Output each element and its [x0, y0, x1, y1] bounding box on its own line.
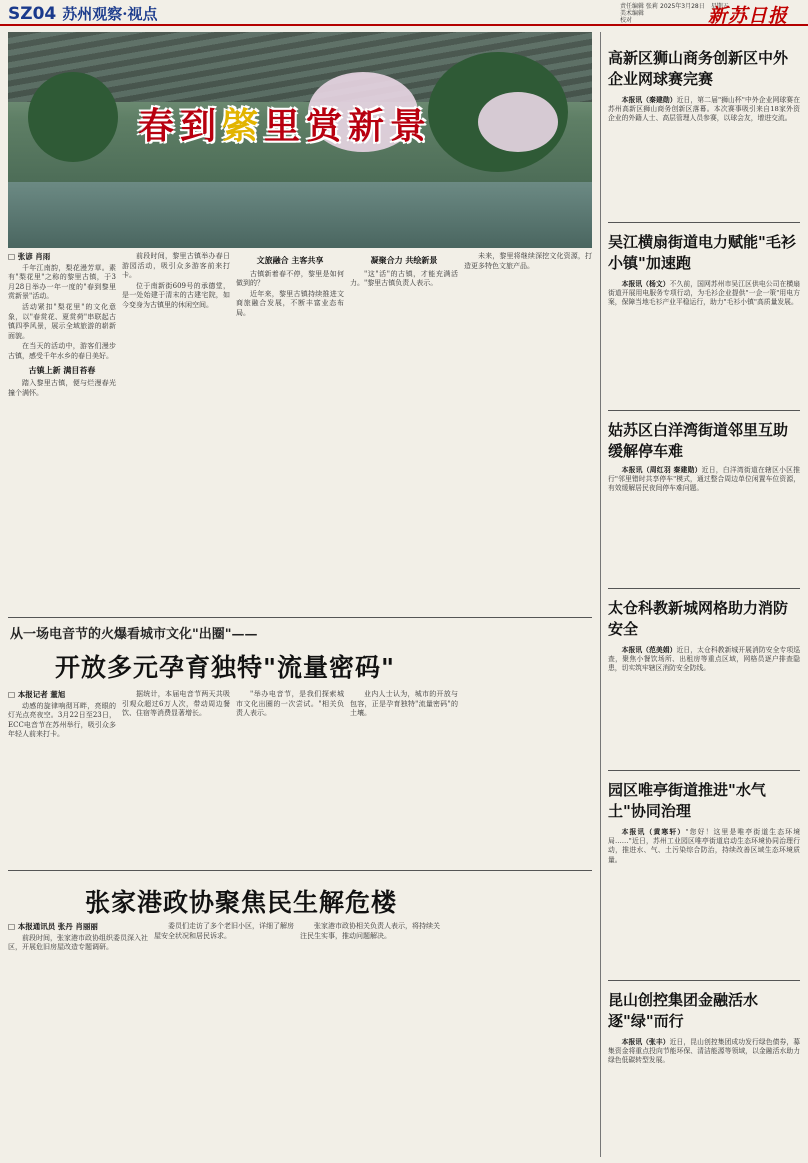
newspaper-logo: 新苏日报 [708, 5, 789, 27]
article3-col2 [154, 922, 294, 1152]
brief-headline: 园区唯亭街道推进"水气土"协同治理 [608, 781, 766, 820]
article3-paragraph: 委员们走访了多个老旧小区，详细了解房屋安全状况和居民诉求。 [154, 922, 294, 940]
hero-blossom [478, 92, 558, 152]
brief-headline: 姑苏区白洋湾街道邻里互助缓解停车难 [608, 421, 789, 460]
brief-headline: 太仓科教新城网格助力消防安全 [608, 599, 789, 638]
brief-byline: 本报讯（范美娟） [621, 646, 677, 654]
article1-paragraph: 在当天的活动中，游客们漫步古镇，感受千年水乡的春日美好。 [8, 342, 116, 360]
brief-byline: 本报讯（秦建勋） [621, 96, 677, 104]
brief-body [608, 96, 800, 196]
article3-col3 [300, 922, 440, 1152]
brief-body [608, 1038, 800, 1148]
article1-paragraph: 活动紧扣"梨花里"的文化意象，以"春赏花、夏赏荷"串联起古镇四季风景，展示全域旅游的崭新面貌。 [8, 302, 116, 340]
article3-headline: 张家港政协聚焦民生解危楼 [85, 888, 398, 917]
brief-body [608, 280, 800, 380]
section-divider [8, 617, 592, 618]
article2-col2 [122, 690, 230, 860]
brief-text: 近日，太仓科教新城开展消防安全专项巡查，聚焦小餐饮场所、出租房等重点区域，网格员逐户排查隐患，切实筑牢辖区消防安全防线。 [608, 646, 800, 673]
article3-paragraph: 张家港市政协相关负责人表示，将持续关注民生实事，推动问题解决。 [300, 922, 440, 940]
article1-subhead: 文旅融合 主客共享 [256, 256, 324, 265]
article1-subhead: 凝聚合力 共绘新景 [370, 256, 438, 265]
article2-headline: 开放多元孕育独特"流量密码" [55, 653, 396, 682]
masthead-left [8, 3, 157, 24]
article1-byline: □ 张谚 肖雨 [8, 252, 51, 261]
hero-tree [28, 72, 118, 162]
brief-text: 不久前，国网苏州市吴江区供电公司在横扇街道开展用电服务专项行动，为毛衫企业提供"一企一策"用电方案，保障当地毛衫产业平稳运行，助力"毛衫小镇"高质量发展。 [608, 280, 800, 307]
article1-paragraph: 踏入黎里古镇，便与烂漫春光撞个满怀。 [8, 379, 116, 397]
article2-paragraph: 动感的旋律响彻耳畔，亮眼的灯光点亮夜空。3月22日至23日，ECC电音节在苏州举行，吸引众多年轻人前来打卡。 [8, 701, 116, 739]
brief-body [608, 828, 800, 928]
brief-text: 近日，第二届"狮山杯"中外企业网球赛在苏州高新区狮山商务创新区落幕。本次赛事吸引来自18家外资企业的外籍人士、高层管理人员参赛，以球会友，增进交流。 [608, 96, 800, 123]
article1-paragraph: "这"活"的古镇，才能充满活力。"黎里古镇负责人表示。 [350, 269, 458, 288]
section-divider [8, 870, 592, 871]
article1-paragraph: 古镇新着春不停，黎里是如何做到的？ [236, 269, 344, 288]
designer-credit: 美术编辑 [620, 10, 645, 17]
brief-byline: 本报讯（杨文） [621, 280, 670, 288]
article1-paragraph: 位于南新街609号的承德堂，是一处始建于清末的古建宅院，如今变身为古镇里的休闲空间。 [122, 281, 230, 309]
hero-canal [8, 182, 592, 248]
brief-byline: 本报讯（黄寒轩） [621, 828, 686, 836]
article3-paragraph: 前段时间，张家港市政协组织委员深入社区，开展危旧房屋改造专题调研。 [8, 933, 148, 952]
article1-subhead: 古镇上新 满目苔春 [28, 365, 96, 375]
brief-divider [608, 410, 800, 411]
article3-col1 [8, 922, 148, 1152]
brief-text: 近日，昆山创控集团成功发行绿色债券，募集资金将重点投向节能环保、清洁能源等领域，以金融活水助力绿色低碳转型发展。 [608, 1038, 800, 1065]
masthead-credits [620, 3, 658, 24]
article2-paragraph: 业内人士认为，城市的开放与包容，正是孕育独特"流量密码"的土壤。 [350, 690, 458, 718]
article2-col4 [350, 690, 458, 860]
brief-divider [608, 222, 800, 223]
article2-col3 [236, 690, 344, 860]
brief-divider [608, 980, 800, 981]
editor-credit: 责任编辑 张莉 [620, 3, 658, 10]
hero-title-part2: 里赏新景 [264, 105, 433, 147]
article2-kicker: 从一场电音节的火爆看城市文化"出圈"—— [10, 627, 258, 642]
article1-col2 [122, 252, 230, 612]
column-divider [600, 32, 601, 1157]
article1-paragraph: 未来，黎里将继续深挖文化资源，打造更多特色文旅产品。 [464, 252, 592, 270]
hero-photo [8, 32, 592, 248]
brief-divider [608, 588, 800, 589]
article2-paragraph: "举办电音节，是我们探索城市文化出圈的一次尝试。"相关负责人表示。 [236, 690, 344, 718]
article1-paragraph: 近年来，黎里古镇持续推进文商旅融合发展，不断丰富业态布局。 [236, 289, 344, 317]
hero-title-highlight: 綮 [222, 105, 265, 147]
brief-text: "您好！这里是唯亭街道生态环境局……"近日，苏州工业园区唯亭街道启动生态环境协同治理行动，推进水、气、土污染综合防治，持续改善区域生态环境质量。 [608, 828, 800, 864]
brief-body [608, 646, 800, 746]
article2-paragraph: 据统计，本届电音节两天共吸引观众超过6万人次，带动周边餐饮、住宿等消费显著增长。 [122, 690, 230, 718]
brief-headline: 昆山创控集团金融活水逐"绿"而行 [608, 991, 759, 1030]
issue-date: 2025年3月28日 星期五 [660, 3, 729, 10]
article1-col3 [236, 252, 344, 612]
section-title: 苏州观察·视点 [62, 5, 158, 23]
brief-byline: 本报讯（周红羽 秦建勋） [621, 466, 702, 474]
page-number: SZ04 [8, 4, 57, 24]
article1-col4 [350, 252, 458, 612]
brief-headline: 高新区狮山商务创新区中外企业网球赛完赛 [608, 49, 789, 88]
brief-divider [608, 770, 800, 771]
article1-col5 [464, 252, 592, 612]
article3-byline: □ 本报通讯员 张丹 肖丽丽 [8, 922, 98, 931]
hero-title [138, 98, 432, 149]
article1-paragraph: 前段时间，黎里古镇举办春日游园活动，吸引众多游客前来打卡。 [122, 252, 230, 280]
article2-col1 [8, 690, 116, 860]
brief-body [608, 466, 800, 566]
hero-title-part1: 春到 [138, 105, 223, 147]
masthead [0, 0, 808, 26]
brief-headline: 吴江横扇街道电力赋能"毛衫小镇"加速跑 [608, 233, 796, 272]
brief-text: 近日，白洋湾街道在辖区小区推行"邻里错时共享停车"模式，通过整合周边单位闲置车位资源，有效缓解居民夜间停车难问题。 [608, 466, 800, 493]
article1-paragraph: 千年江南韵，梨花漫芳草。素有"梨花里"之称的黎里古镇，于3月28日举办一年一度的"春到黎里 赏新景"活动。 [8, 263, 116, 301]
article1-col1 [8, 252, 116, 612]
brief-byline: 本报讯（张丰） [621, 1038, 670, 1046]
article2-byline: □ 本报记者 董旭 [8, 690, 66, 699]
proofreader-credit: 校对 [620, 17, 633, 24]
